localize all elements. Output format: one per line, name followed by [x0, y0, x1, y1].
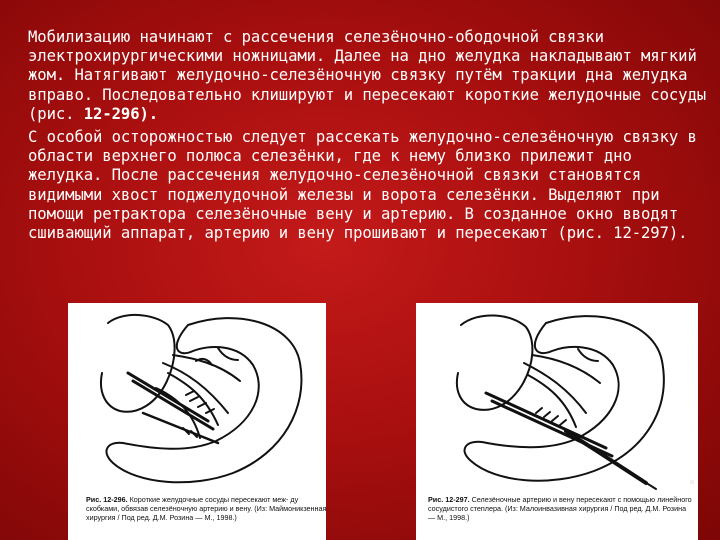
decorative-edge-mark: [690, 480, 694, 484]
paragraph-2: [10, 128, 710, 243]
paragraph-1-text: Мобилизацию начинают с рассечения селезёночно-ободочной связки электрохирургическими ножницами. Далее на дно желудка накладывают мягкий жом. Натягивают желудочно-селезёночную связку путём тракции дна желудка вправо. Последовательно клишируют и пересекают короткие желудочные сосуды (рис.: [28, 28, 707, 123]
slide-body-text: [10, 28, 710, 243]
caption-text: Селезёночные артерию и вену пересекают с помощью линейного сосудистого степлера. (Из: Малоинвазивная хирургия / Под ред. Д.М. Розина — М., 1998.): [428, 495, 692, 523]
figure-12-296: [68, 303, 326, 540]
spleen-clipping-illustration: [68, 303, 326, 493]
figure-caption: [86, 495, 326, 523]
caption-label: Рис. 12-296.: [86, 495, 128, 504]
paragraph-2-text: С особой осторожностью следует рассекать желудочно-селезёночную связку в области верхнего полюса селезёнки, где к нему близко прилежит дно желудка. После рассечения желудочно-селезёночной связки становятся видимыми хвост поджелудочной железы и ворота селезёнки. Выделяют при помощи ретрактора селезёночные вену и артерию. В созданное окно вводят сшивающий аппарат, артерию и вену прошивают и пересекают (рис. 12-297).: [28, 128, 697, 243]
paragraph-1: [10, 28, 710, 124]
caption-label: Рис. 12-297.: [428, 495, 470, 504]
figure-caption: [428, 495, 692, 523]
figure-12-297: [416, 303, 698, 540]
stapler-transection-illustration: [416, 303, 698, 493]
caption-text: Короткие желудочные сосуды пересекают меж- ду скобками, обвязав селезёночную артерию и вену. (Из: Маймоникзенная хирургия / Под ред. Д.М. Розина — М., 1998.): [86, 495, 326, 523]
figure-reference-12-296: 12-296).: [83, 104, 159, 123]
